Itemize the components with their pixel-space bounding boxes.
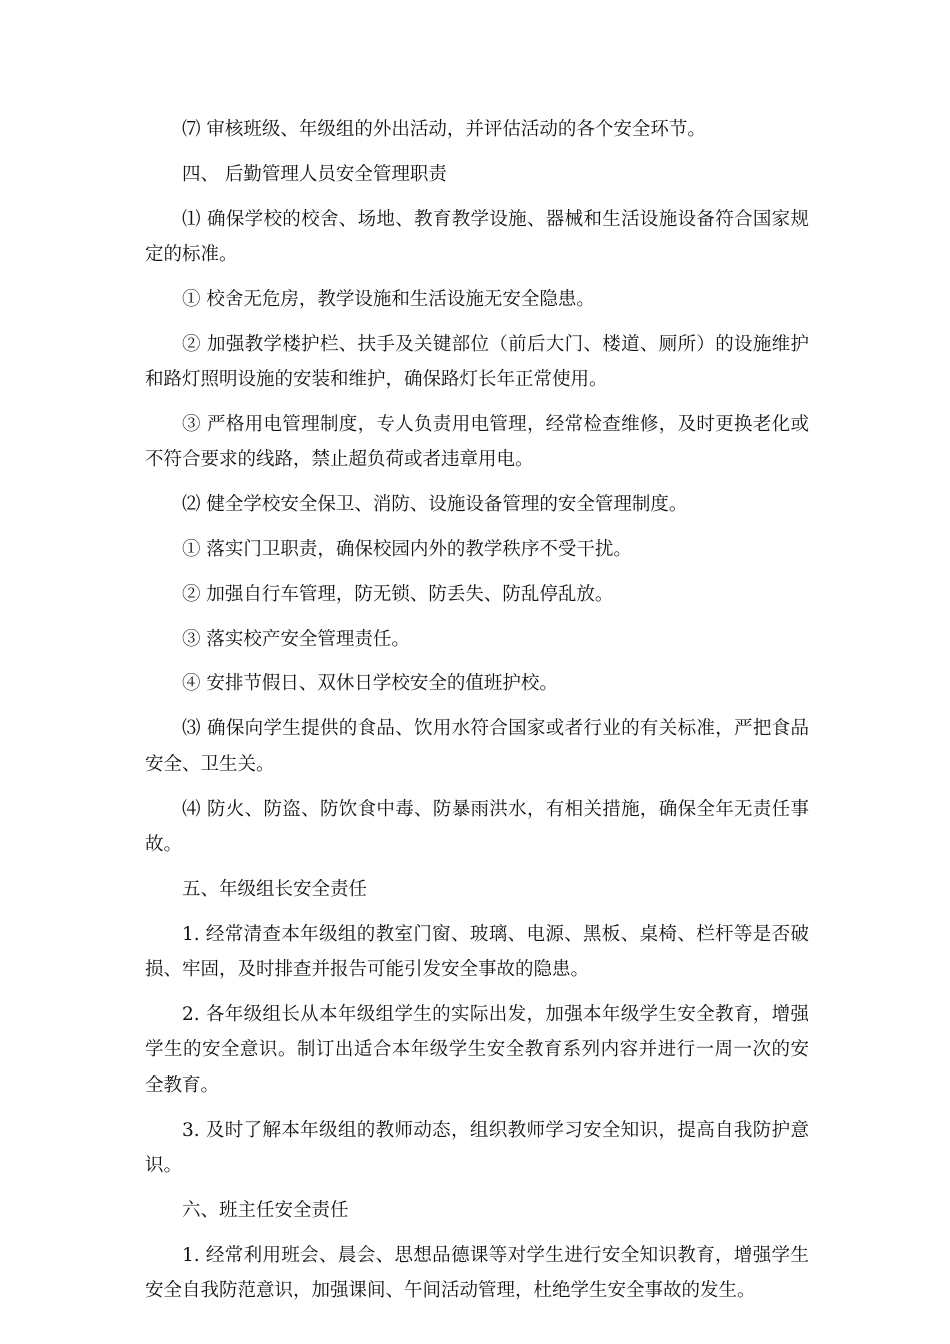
paragraph-item-1-facilities: ⑴ 确保学校的校舍、场地、教育教学设施、器械和生活设施设备符合国家规定的标准。 xyxy=(145,208,809,266)
paragraph-sub-1-no-hazard: ① 校舍无危房，教学设施和生活设施无安全隐患。 xyxy=(182,288,595,310)
paragraph-grade-2-education: 2. 各年级组长从本年级组学生的实际出发，加强本年级学生安全教育，增强学生的安全意识。制订出适合本年级学生安全教育系列内容并进行一周一次的安全教育。 xyxy=(145,1003,809,1096)
paragraph-sub-4-duty: ④ 安排节假日、双休日学校安全的值班护校。 xyxy=(182,673,558,695)
paragraph-item-4-prevention: ⑷ 防火、防盗、防饮食中毒、防暴雨洪水，有相关措施，确保全年无责任事故。 xyxy=(145,798,809,856)
paragraph-sub-2-guardrails: ② 加强教学楼护栏、扶手及关键部位（前后大门、楼道、厕所）的设施维护和路灯照明设施的安装和维护，确保路灯长年正常使用。 xyxy=(145,333,809,391)
paragraph-class-1-meetings: 1. 经常利用班会、晨会、思想品德课等对学生进行安全知识教育，增强学生安全自我防范意识，加强课间、午间活动管理，杜绝学生安全事故的发生。 xyxy=(145,1244,809,1302)
paragraph-sub-3-electricity: ③ 严格用电管理制度，专人负责用电管理，经常检查维修，及时更换老化或不符合要求的线路，禁止超负荷或者违章用电。 xyxy=(145,413,809,471)
paragraph-grade-1-inspection: 1. 经常清查本年级组的教室门窗、玻璃、电源、黑板、桌椅、栏杆等是否破损、牢固，及时排查并报告可能引发安全事故的隐患。 xyxy=(145,923,809,981)
paragraph-item-2-security-system: ⑵ 健全学校安全保卫、消防、设施设备管理的安全管理制度。 xyxy=(182,494,688,516)
paragraph-item-7-review: ⑺ 审核班级、年级组的外出活动，并评估活动的各个安全环节。 xyxy=(182,119,706,140)
document-body xyxy=(145,112,809,1318)
section-heading-grade-leader: 五、年级组长安全责任 xyxy=(182,878,368,900)
paragraph-sub-3-property: ③ 落实校产安全管理责任。 xyxy=(182,628,410,650)
section-heading-class-teacher: 六、班主任安全责任 xyxy=(182,1200,349,1222)
paragraph-sub-1-gatekeeper: ① 落实门卫职责，确保校园内外的教学秩序不受干扰。 xyxy=(182,539,632,561)
paragraph-grade-3-teachers: 3. 及时了解本年级组的教师动态，组织教师学习安全知识，提高自我防护意识。 xyxy=(145,1119,809,1177)
paragraph-item-3-food: ⑶ 确保向学生提供的食品、饮用水符合国家或者行业的有关标准，严把食品安全、卫生关。 xyxy=(145,718,809,775)
paragraph-sub-2-bicycles: ② 加强自行车管理，防无锁、防丢失、防乱停乱放。 xyxy=(182,583,614,605)
section-heading-logistics: 四、 后勤管理人员安全管理职责 xyxy=(182,163,447,185)
